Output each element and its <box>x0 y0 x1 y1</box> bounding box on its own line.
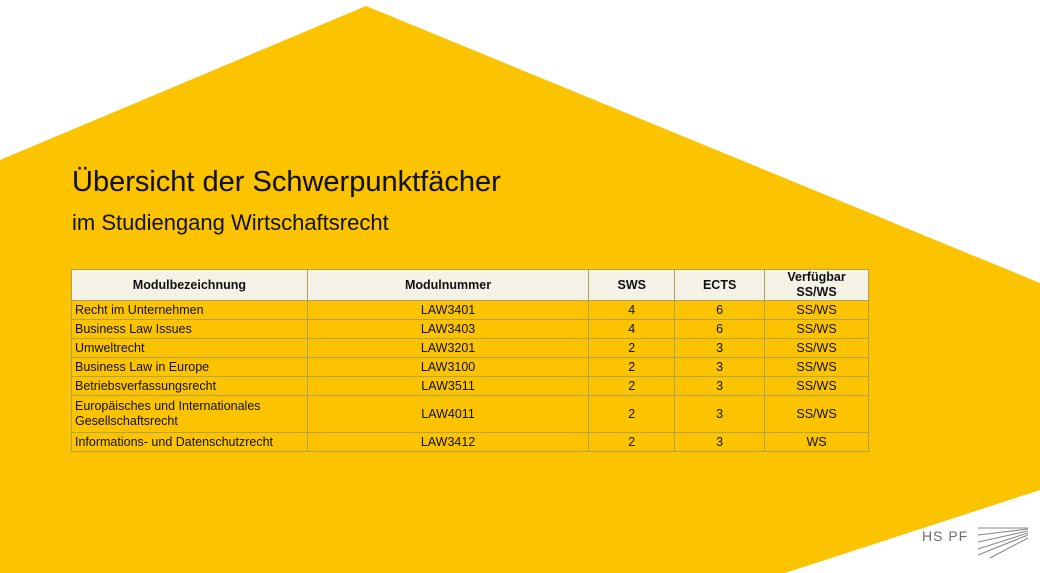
table-row <box>72 339 869 358</box>
ects-cell: 3 <box>675 358 765 377</box>
module-number-cell: LAW3401 <box>307 301 589 320</box>
module-name-cell: Europäisches und Internationales Gesellschaftsrecht <box>72 396 308 433</box>
column-header-modulnummer: Modulnummer <box>307 270 589 301</box>
module-number-cell: LAW3403 <box>307 320 589 339</box>
page-subtitle: im Studiengang Wirtschaftsrecht <box>72 210 389 235</box>
table-row <box>72 358 869 377</box>
sws-cell: 2 <box>589 339 675 358</box>
module-name-cell: Recht im Unternehmen <box>72 301 308 320</box>
table-row <box>72 320 869 339</box>
sws-cell: 4 <box>589 301 675 320</box>
column-header-sws: SWS <box>589 270 675 301</box>
sws-cell: 4 <box>589 320 675 339</box>
availability-cell: WS <box>765 433 869 452</box>
column-header-ects: ECTS <box>675 270 765 301</box>
module-name-cell: Business Law in Europe <box>72 358 308 377</box>
sws-cell: 2 <box>589 433 675 452</box>
availability-cell: SS/WS <box>765 339 869 358</box>
column-header-verfuegbar: Verfügbar SS/WS <box>765 270 869 301</box>
sws-cell: 2 <box>589 358 675 377</box>
ects-cell: 6 <box>675 301 765 320</box>
module-name-cell: Business Law Issues <box>72 320 308 339</box>
ects-cell: 3 <box>675 433 765 452</box>
module-name-cell: Umweltrecht <box>72 339 308 358</box>
module-number-cell: LAW4011 <box>307 396 589 433</box>
table-header-row <box>72 270 869 301</box>
table-row <box>72 377 869 396</box>
module-number-cell: LAW3100 <box>307 358 589 377</box>
ects-cell: 3 <box>675 377 765 396</box>
modules-table <box>71 269 869 452</box>
ects-cell: 6 <box>675 320 765 339</box>
module-number-cell: LAW3511 <box>307 377 589 396</box>
ects-cell: 3 <box>675 339 765 358</box>
availability-cell: SS/WS <box>765 320 869 339</box>
module-number-cell: LAW3412 <box>307 433 589 452</box>
column-header-modulbezeichnung: Modulbezeichnung <box>72 270 308 301</box>
sws-cell: 2 <box>589 377 675 396</box>
hs-pf-logo-icon <box>976 524 1030 560</box>
module-name-cell: Informations- und Datenschutzrecht <box>72 433 308 452</box>
table-row <box>72 396 869 433</box>
availability-cell: SS/WS <box>765 358 869 377</box>
module-number-cell: LAW3201 <box>307 339 589 358</box>
availability-cell: SS/WS <box>765 396 869 433</box>
module-name-cell: Betriebsverfassungsrecht <box>72 377 308 396</box>
ects-cell: 3 <box>675 396 765 433</box>
hs-pf-logo <box>922 524 1032 564</box>
table-row <box>72 301 869 320</box>
sws-cell: 2 <box>589 396 675 433</box>
table-row <box>72 433 869 452</box>
logo-text: HS PF <box>922 528 969 544</box>
page-title: Übersicht der Schwerpunktfächer <box>72 166 501 198</box>
availability-cell: SS/WS <box>765 301 869 320</box>
availability-cell: SS/WS <box>765 377 869 396</box>
